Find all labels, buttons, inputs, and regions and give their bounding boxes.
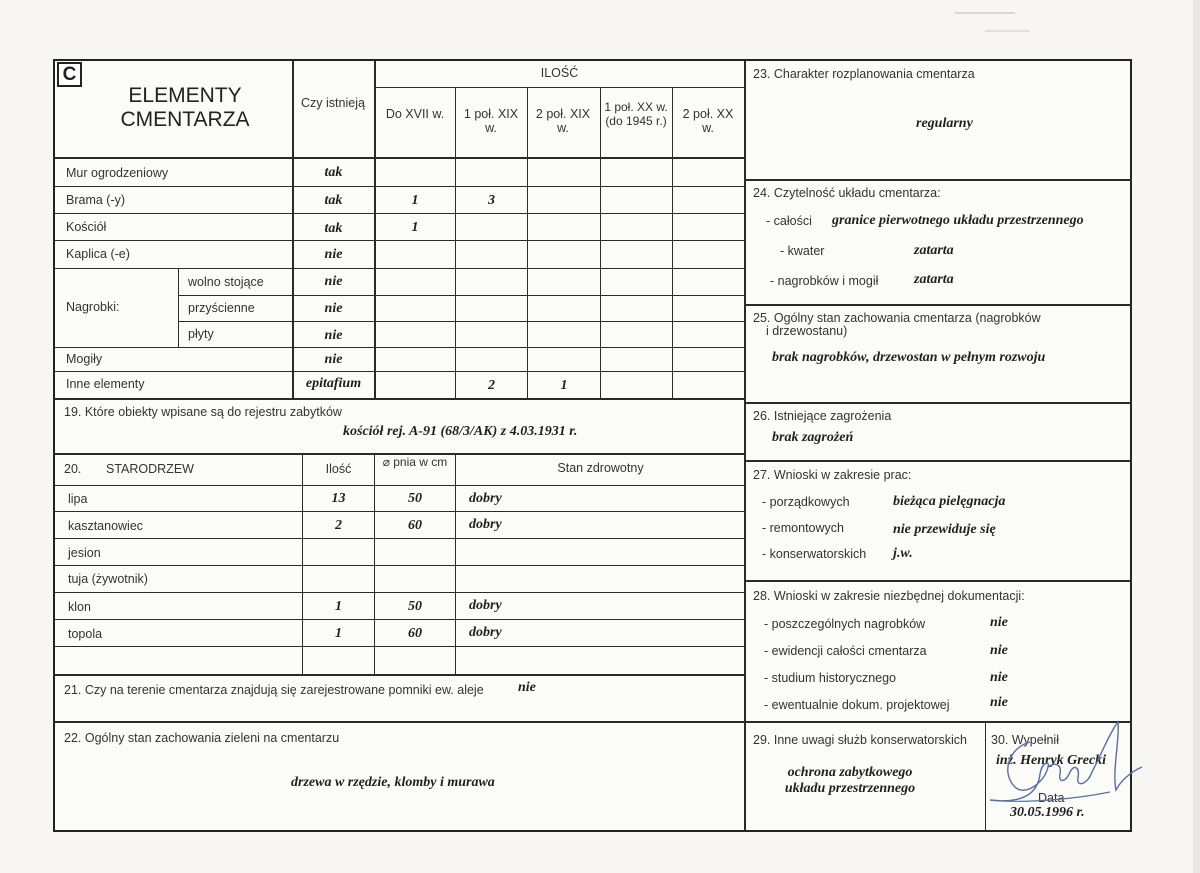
q25-answer: brak nagrobków, drzewostan w pełnym rozwoju — [772, 350, 1046, 365]
q24-item-label: - kwater — [780, 244, 825, 258]
row-label: Kaplica (-e) — [66, 247, 130, 261]
q29-answer: ochrona zabytkowego układu przestrzennego — [784, 765, 916, 796]
tree-name: tuja (żywotnik) — [68, 572, 148, 586]
nagrobki-label: Nagrobki: — [66, 300, 120, 314]
q22-label: 22. Ogólny stan zachowania zieleni na cmentarzu — [64, 731, 340, 745]
row-label: wolno stojące — [188, 275, 264, 289]
q24-item-value: zatarta — [914, 272, 954, 287]
q30-label: 30. Wypełnił — [991, 733, 1059, 747]
q20-title: STARODRZEW — [106, 462, 194, 476]
q23-label: 23. Charakter rozplanowania cmentarza — [753, 67, 975, 81]
tree-diameter: 50 — [408, 599, 422, 614]
exists-value: tak — [324, 165, 343, 180]
tree-name: kasztanowiec — [68, 519, 144, 533]
q28-item-value: nie — [990, 695, 1008, 710]
exists-value: nie — [324, 274, 343, 289]
q21-label: 21. Czy na terenie cmentarza znajdują się zarejestrowane pomniki ew. aleje — [64, 683, 484, 697]
q27-label: 27. Wnioski w zakresie prac: — [753, 468, 912, 482]
q20-col-count: Ilość — [325, 462, 352, 476]
tree-name: lipa — [68, 492, 88, 506]
q19-label: 19. Które obiekty wpisane są do rejestru zabytków — [64, 405, 342, 419]
exists-value: nie — [324, 352, 343, 367]
scan-mark — [985, 30, 1030, 32]
tree-health: dobry — [469, 491, 502, 506]
exists-value: epitafium — [305, 376, 362, 391]
q28-item-value: nie — [990, 670, 1008, 685]
tree-count: 1 — [335, 626, 342, 641]
q22-answer: drzewa w rzędzie, klomby i murawa — [291, 775, 495, 790]
q30-name: inż. Henryk Grecki — [996, 753, 1107, 768]
q25-label: 25. Ogólny stan zachowania cmentarza (nagrobków — [753, 311, 1041, 325]
tree-health: dobry — [469, 598, 502, 613]
row-label: przyścienne — [188, 301, 255, 315]
tree-name: jesion — [68, 546, 101, 560]
q27-item-label: - porządkowych — [762, 495, 850, 509]
q20-col-health: Stan zdrowotny — [557, 461, 644, 475]
q26-label: 26. Istniejące zagrożenia — [753, 409, 892, 423]
q27-item-label: - remontowych — [762, 521, 844, 535]
tree-name: klon — [68, 600, 91, 614]
q24-item-label: - nagrobków i mogił — [770, 274, 879, 288]
tree-health: dobry — [469, 517, 502, 532]
quantity-value: 1 — [411, 193, 419, 208]
q28-item-value: nie — [990, 615, 1008, 630]
q28-item-label: - ewidencji całości cmentarza — [764, 644, 927, 658]
row-label: Brama (-y) — [66, 193, 126, 207]
section-letter: C — [62, 64, 77, 85]
tree-diameter: 60 — [408, 518, 422, 533]
q27-item-value: nie przewiduje się — [893, 522, 996, 537]
q24-item-value: zatarta — [914, 243, 954, 258]
q28-item-value: nie — [990, 643, 1008, 658]
period-header: 1 poł. XX w. (do 1945 r.) — [604, 100, 668, 128]
q28-item-label: - studium historycznego — [764, 671, 897, 685]
tree-diameter: 60 — [408, 626, 422, 641]
q27-item-value: j.w. — [893, 546, 913, 561]
tree-count: 2 — [335, 518, 342, 533]
q27-item-value: bieżąca pielęgnacja — [893, 494, 1006, 509]
row-label: płyty — [188, 327, 214, 341]
quantity-value: 3 — [488, 193, 495, 208]
quantity-value: 1 — [560, 378, 568, 393]
section-title: ELEMENTY CMENTARZA — [120, 84, 250, 131]
row-label: Mur ogrodzeniowy — [66, 166, 169, 180]
quantity-value: 1 — [411, 220, 419, 235]
signature — [970, 712, 1155, 812]
q29-label: 29. Inne uwagi służb konserwatorskich — [753, 733, 968, 747]
row-label: Kościół — [66, 220, 107, 234]
q19-answer: kościół rej. A-91 (68/3/AK) z 4.03.1931 r. — [343, 424, 578, 439]
tree-health: dobry — [469, 625, 502, 640]
period-header: 2 poł. XX w. — [682, 107, 734, 135]
tree-diameter: 50 — [408, 491, 422, 506]
page-edge — [1193, 0, 1200, 873]
q24-label: 24. Czytelność układu cmentarza: — [753, 186, 941, 200]
q30-date-label: Data — [1038, 791, 1065, 805]
q30-date: 30.05.1996 r. — [1010, 805, 1085, 820]
exists-value: nie — [324, 247, 343, 262]
tree-name: topola — [68, 627, 103, 641]
col-quantity-header: ILOŚĆ — [540, 66, 579, 80]
q24-item-label: - całości — [766, 214, 812, 228]
q20-col-diam: ⌀ pnia w cm — [382, 455, 448, 469]
quantity-value: 2 — [488, 378, 495, 393]
exists-value: nie — [324, 328, 343, 343]
q27-item-label: - konserwatorskich — [762, 547, 867, 561]
period-header: Do XVII w. — [385, 107, 445, 121]
q21-answer: nie — [518, 680, 536, 695]
exists-value: tak — [324, 193, 343, 208]
q26-answer: brak zagrożeń — [772, 430, 854, 445]
q25-label-cont: i drzewostanu) — [766, 324, 848, 338]
q24-item-value: granice pierwotnego układu przestrzennego — [832, 213, 1084, 228]
col-exists-header: Czy istnieją — [301, 96, 365, 110]
q28-item-label: - ewentualnie dokum. projektowej — [764, 698, 950, 712]
q23-answer: regularny — [916, 116, 973, 131]
period-header: 2 poł. XIX w. — [535, 107, 591, 135]
exists-value: nie — [324, 301, 343, 316]
q28-item-label: - poszczególnych nagrobków — [764, 617, 926, 631]
q20-number: 20. — [64, 462, 82, 476]
section-letter-box — [57, 62, 82, 87]
tree-count: 13 — [331, 491, 346, 506]
row-label: Inne elementy — [66, 377, 145, 391]
scan-mark — [955, 12, 1015, 14]
exists-value: tak — [324, 221, 343, 236]
q28-label: 28. Wnioski w zakresie niezbędnej dokumentacji: — [753, 589, 1025, 603]
tree-count: 1 — [335, 599, 342, 614]
row-label: Mogiły — [66, 352, 103, 366]
period-header: 1 poł. XIX w. — [463, 107, 519, 135]
